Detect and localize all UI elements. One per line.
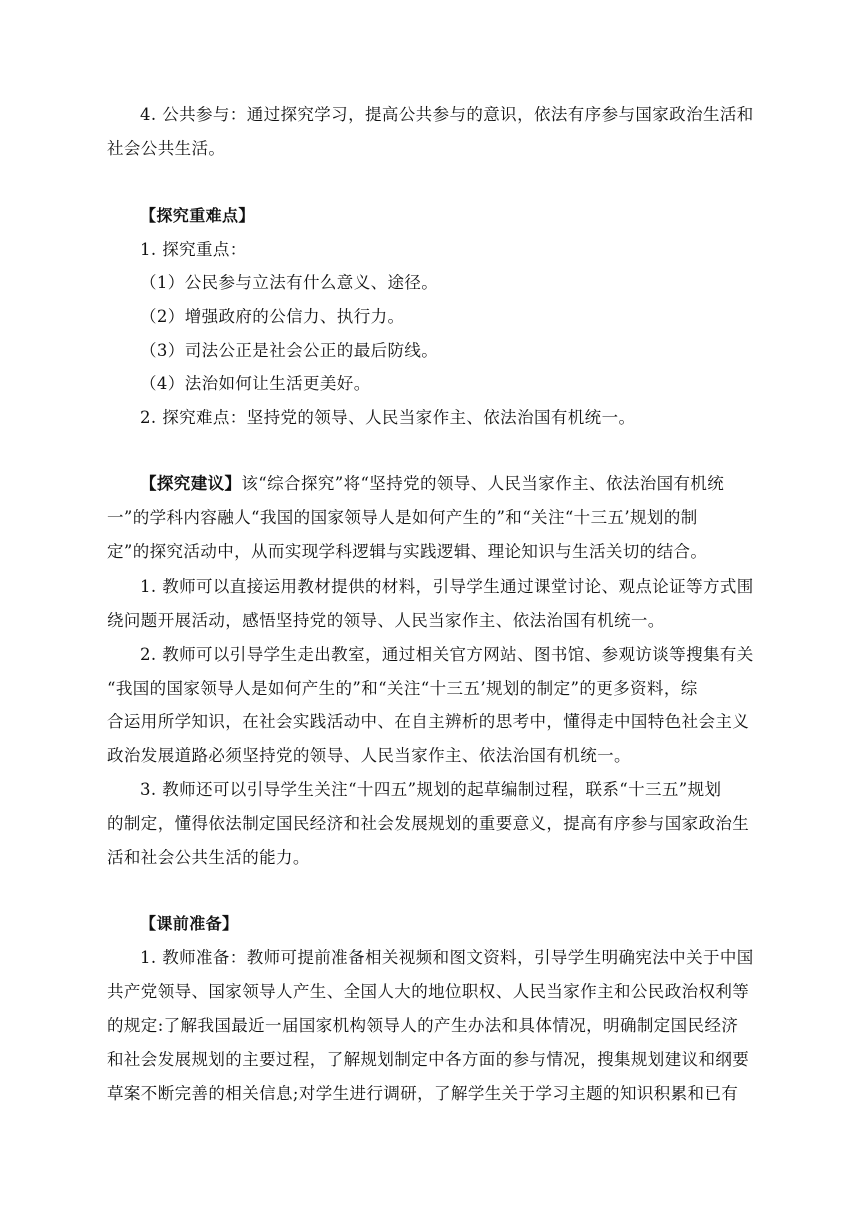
- suggestion-2-line2: “我国的国家领导人是如何产生的”和“关注“十三五’规划的制定”的更多资料，综: [107, 679, 698, 698]
- key-point-sub-3: （3）司法公正是社会公正的最后防线。: [140, 341, 439, 360]
- suggestion-3-line3: 活和社会公共生活的能力。: [107, 848, 310, 867]
- suggestion-2-line4: 政治发展道路必须坚持党的领导、人民当家作主、依法治国有机统一。: [107, 746, 631, 765]
- preparation-1-line1: 1. 教师准备：教师可提前准备相关视频和图文资料，引导学生明确宪法中关于中国: [140, 948, 754, 967]
- suggestion-1-line1: 1. 教师可以直接运用教材提供的材料，引导学生通过课堂讨论、观点论证等方式围: [140, 577, 754, 596]
- preparation-1-line2: 共产党领导、国家领导人产生、全国人大的地位职权、人民当家作主和公民政治权利等: [107, 982, 750, 1001]
- suggestion-2-line3: 合运用所学知识，在社会实践活动中、在自主辨析的思考中，懂得走中国特色社会主义: [107, 712, 750, 731]
- suggestion-3-line1: 3. 教师还可以引导学生关注“十四五”规划的起草编制过程，联系“十三五”规划: [140, 780, 722, 799]
- key-point-sub-2: （2）增强政府的公信力、执行力。: [140, 307, 405, 326]
- suggestion-1-line2: 绕问题开展活动，感悟坚持党的领导、人民当家作主、依法治国有机统一。: [107, 611, 665, 630]
- goal4-line2: 社会公共生活。: [107, 139, 226, 158]
- preparation-heading: 【课前准备】: [140, 914, 239, 933]
- key-point-sub-4: （4）法治如何让生活更美好。: [140, 374, 371, 393]
- suggestions-intro-text: 该“综合探究”将“坚持党的领导、人民当家作主、依法治国有机统: [241, 474, 725, 493]
- suggestions-heading: 【探究建议】: [140, 474, 242, 493]
- suggestions-intro-line3: 定”的探究活动中，从而实现学科逻辑与实践逻辑、理论知识与生活关切的结合。: [107, 542, 708, 561]
- key-point-item-2: 2. 探究难点：坚持党的领导、人民当家作主、依法治国有机统一。: [140, 408, 636, 427]
- suggestion-3-line2: 的制定，懂得依法制定国民经济和社会发展规划的重要意义，提高有序参与国家政治生: [107, 814, 750, 833]
- suggestions-intro-line2: 一”的学科内容融人“我国的国家领导人是如何产生的”和“关注“十三五’规划的制: [107, 508, 698, 527]
- preparation-1-line4: 和社会发展规划的主要过程，了解规划制定中各方面的参与情况，搜集规划建议和纲要: [107, 1050, 750, 1069]
- preparation-1-line5: 草案不断完善的相关信息;对学生进行调研，了解学生关于学习主题的知识积累和已有: [107, 1084, 739, 1103]
- preparation-1-line3: 的规定:了解我国最近一届国家机构领导人的产生办法和具体情况，明确制定国民经济: [107, 1016, 739, 1035]
- key-point-sub-1: （1）公民参与立法有什么意义、途径。: [140, 273, 439, 292]
- key-point-item-1: 1. 探究重点：: [140, 240, 247, 259]
- key-points-heading: 【探究重难点】: [140, 206, 255, 225]
- suggestions-intro-line1: [140, 473, 800, 495]
- goal4-line1: 4. 公共参与：通过探究学习，提高公共参与的意识，依法有序参与国家政治生活和: [140, 105, 754, 124]
- suggestion-2-line1: 2. 教师可以引导学生走出教室，通过相关官方网站、图书馆、参观访谈等搜集有关: [140, 645, 754, 664]
